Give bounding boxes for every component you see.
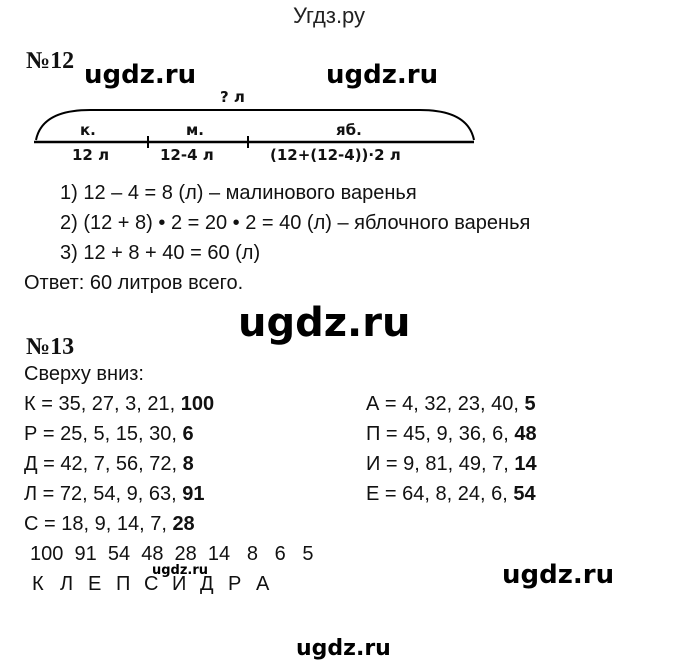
numbers-line: 100 91 54 48 28 14 8 6 5 [30,543,314,565]
letter-row: А = 4, 32, 23, 40, 5 [366,393,536,415]
solution-step: 1) 12 – 4 = 8 (л) – малинового варенья [60,182,417,204]
diagram-total-label: ? л [220,88,245,106]
task13-number: №13 [26,334,75,360]
letter: К [32,573,44,595]
segment-top-label: к. [80,121,96,139]
letter-row: Л = 72, 54, 9, 63, 91 [24,483,205,505]
task12-number: №12 [26,48,75,74]
solution-step: 2) (12 + 8) • 2 = 20 • 2 = 40 (л) – яблочного варенья [60,212,531,234]
letter: Р [228,573,242,595]
watermark: ugdz.ru [152,563,209,578]
site-title: Угдз.ру [293,3,366,28]
watermark: ugdz.ru [238,300,411,346]
letter-row: И = 9, 81, 49, 7, 14 [366,453,537,475]
watermark: ugdz.ru [296,636,391,661]
segment-bottom-label: 12-4 л [160,146,214,164]
letter: А [256,573,270,595]
watermark: ugdz.ru [502,560,615,590]
answer-line: Ответ: 60 литров всего. [24,272,244,294]
total-brace [36,110,474,140]
letter-row: П = 45, 9, 36, 6, 48 [366,423,537,445]
letter: Л [60,573,74,595]
segment-bottom-label: 12 л [72,146,110,164]
letter-row: С = 18, 9, 14, 7, 28 [24,513,195,535]
segment-bottom-label: (12+(12-4))·2 л [270,146,401,164]
task13-intro: Сверху вниз: [24,363,144,385]
letter: И [172,573,187,595]
letter: П [116,573,131,595]
letter: Е [88,573,102,595]
segment-top-label: м. [186,121,204,139]
segment-top-label: яб. [336,121,362,139]
watermark: ugdz.ru [326,60,439,90]
letter: С [144,573,159,595]
letter: Д [200,573,214,595]
watermark: ugdz.ru [84,60,197,90]
letter-row: Д = 42, 7, 56, 72, 8 [24,453,194,475]
solution-step: 3) 12 + 8 + 40 = 60 (л) [60,242,261,264]
letter-row: Е = 64, 8, 24, 6, 54 [366,483,536,505]
letter-row: К = 35, 27, 3, 21, 100 [24,393,215,415]
letter-row: Р = 25, 5, 15, 30, 6 [24,423,194,445]
